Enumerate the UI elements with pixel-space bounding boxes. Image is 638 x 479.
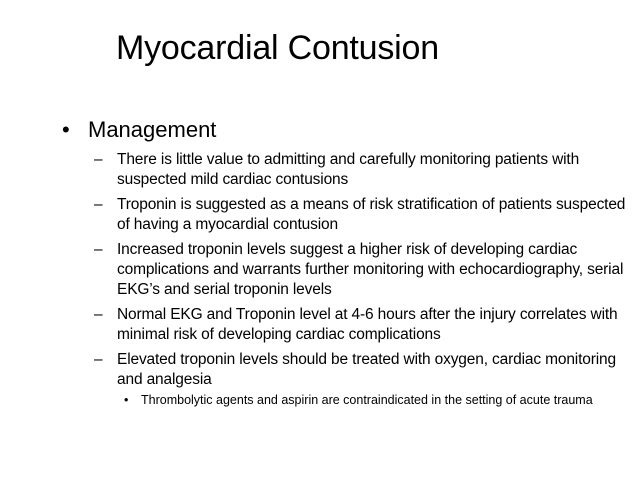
subpoint-text: Thrombolytic agents and aspirin are contraindicated in the setting of acute trauma <box>141 393 593 407</box>
point-text: There is little value to admitting and carefully monitoring patients with suspected mild cardiac contusions <box>117 151 580 188</box>
list-item <box>94 305 634 345</box>
list-item <box>94 240 634 300</box>
point-text: Troponin is suggested as a means of risk stratification of patients suspected of having a myocardial contusion <box>117 196 626 233</box>
dash-marker: – <box>94 196 103 213</box>
list-item <box>94 350 634 390</box>
management-points <box>94 150 634 409</box>
point-text: Elevated troponin levels should be treated with oxygen, cardiac monitoring and analgesia <box>117 351 616 388</box>
heading-label: Management <box>88 117 217 142</box>
list-item <box>94 195 634 235</box>
dash-marker: – <box>94 151 103 168</box>
list-item <box>94 150 634 190</box>
dash-marker: – <box>94 351 103 368</box>
bullet-marker: • <box>124 393 129 407</box>
sub-list-item <box>124 391 634 409</box>
dash-marker: – <box>94 241 103 258</box>
point-text: Normal EKG and Troponin level at 4-6 hours after the injury correlates with minimal risk of developing cardiac complications <box>117 306 618 343</box>
heading-management <box>62 116 216 144</box>
point-text: Increased troponin levels suggest a higher risk of developing cardiac complications and warrants further monitoring with echocardiography, serial EKG’s and serial troponin levels <box>117 241 624 298</box>
bullet-marker: • <box>62 117 70 142</box>
slide-title: Myocardial Contusion <box>116 29 439 67</box>
dash-marker: – <box>94 306 103 323</box>
